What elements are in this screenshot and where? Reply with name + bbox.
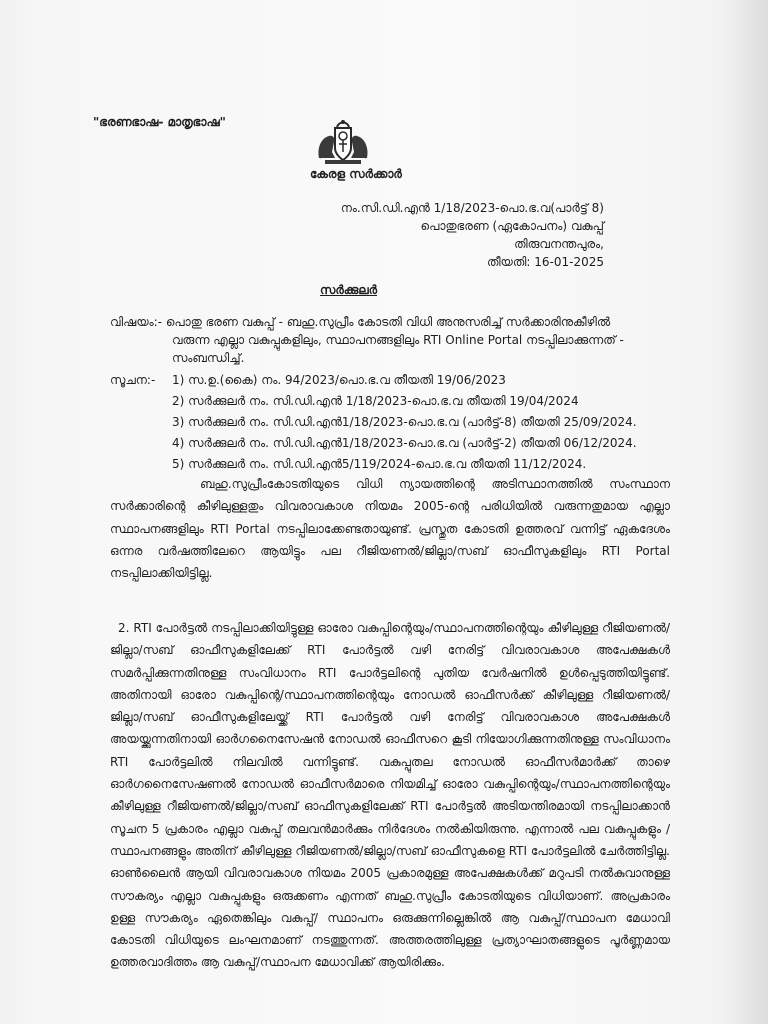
circular-title: സർക്കുലർ	[320, 283, 378, 297]
reference-item: 2) സർക്കുലർ നം. സി.ഡി.എൻ 1/18/2023-പൊ.ഭ.വ തീയതി 19/04/2024	[172, 394, 579, 408]
page-edge-shadow	[730, 0, 768, 1024]
reference-item: 5) സർക്കുലർ നം. സി.ഡി.എൻ5/119/2024-പൊ.ഭ.വ തീയതി 11/12/2024.	[172, 457, 587, 471]
reference-item: 4) സർക്കുലർ നം. സി.ഡി.എൻ1/18/2023-പൊ.ഭ.വ (പാർട്ട്-2) തീയതി 06/12/2024.	[172, 436, 637, 450]
document-date: തീയതി: 16-01-2025	[486, 255, 604, 269]
paragraph-1: ബഹു.സുപ്രീംകോടതിയുടെ വിധി ന്യായത്തിന്റെ അടിസ്ഥാനത്തിൽ സംസ്ഥാന സർക്കാരിന്റെ കീഴിലുള്ളതും വിവരാവകാശ നിയമം 2005-ന്റെ പരിധിയിൽ വരുന്നതുമായ എല്ലാ സ്ഥാപനങ്ങളിലും RTI Portal നടപ്പിലാക്കേണ്ടതായുണ്ട്. പ്രസ്തുത കോടതി ഉത്തരവ് വന്നിട്ട് ഏകദേശം ഒന്നര വർഷത്തിലേറെ ആയിട്ടും പല റീജിയണൽ/ജില്ലാ/സബ് ഓഫീസുകളിലും RTI Portal നടപ്പിലാക്കിയിട്ടില്ല.	[110, 477, 670, 581]
reference-item: 3) സർക്കുലർ നം. സി.ഡി.എൻ1/18/2023-പൊ.ഭ.വ (പാർട്ട്-8) തീയതി 25/09/2024.	[172, 415, 637, 429]
paragraph-2: 2. RTI പോർട്ടൽ നടപ്പിലാക്കിയിട്ടുള്ള ഓരോ വകുപ്പിന്റെയും/സ്ഥാപനത്തിന്റെയും കീഴിലുള്ള റീജിയണൽ/ജില്ലാ/സബ് ഓഫീസുകളിലേക്ക് RTI പോർട്ടൽ വഴി നേരിട്ട് വിവരാവകാശ അപേക്ഷകൾ സമർപ്പിക്കുന്നതിനുള്ള സംവിധാനം RTI പോർട്ടലിന്റെ പുതിയ വേർഷനിൽ ഉൾപ്പെടുത്തിയിട്ടുണ്ട്. അതിനായി ഓരോ വകുപ്പിന്റെ/സ്ഥാപനത്തിന്റെയും നോഡൽ ഓഫീസർക്ക് കീഴിലുള്ള റീജിയണൽ/ജില്ലാ/സബ് ഓഫീസുകളിലേയ്ക്ക് RTI പോർട്ടൽ വഴി നേരിട്ട് വിവരാവകാശ അപേക്ഷകൾ അയയ്ക്കുന്നതിനായി ഓർഗനൈസേഷൻ നോഡൽ ഓഫീസറെ കൂടി നിയോഗിക്കുന്നതിനുള്ള സംവിധാനം RTI പോർട്ടലിൽ നിലവിൽ വന്നിട്ടുണ്ട്. വകുപ്പുതല നോഡൽ ഓഫീസർമാർക്ക് താഴെ ഓർഗനൈസേഷണൽ നോഡൽ ഓഫീസർമാരെ നിയമിച്ച് ഓരോ വകുപ്പിന്റെയും/സ്ഥാപനത്തിന്റെയും കീഴിലുള്ള റീജിയണൽ/ജില്ലാ/സബ് ഓഫീസുകളിലേക്ക് RTI പോർട്ടൽ അടിയന്തിരമായി നടപ്പിലാക്കാൻ സൂചന 5 പ്രകാരം എല്ലാ വകുപ്പ് തലവൻമാർക്കും നിർദേശം നൽകിയിരുന്നു. എന്നാൽ പല വകുപ്പുകളും /സ്ഥാപനങ്ങളും അതിന് കീഴിലുള്ള റീജിയണൽ/ജില്ലാ/സബ് ഓഫീസുകളെ RTI പോർട്ടലിൽ ചേർത്തിട്ടില്ല. ഓൺലൈൻ ആയി വിവരാവകാശ നിയമം 2005 പ്രകാരമുള്ള അപേക്ഷകൾക്ക് മറുപടി നൽകുവാനുള്ള സൗകര്യം എല്ലാ വകുപ്പുകളും ഒരുക്കണം എന്നത് ബഹു.സുപ്രീം കോടതിയുടെ വിധിയാണ്. അപ്രകാരം ഉള്ള സൗകര്യം ഏതെങ്കിലും വകുപ്പ്/ സ്ഥാപനം ഒരുക്കുന്നില്ലെങ്കിൽ ആ വകുപ്പ്/സ്ഥാപന മേധാവി കോടതി വിധിയുടെ ലംഘനമാണ് നടത്തുന്നത്. അത്തരത്തിലുള്ള പ്രത്യാഘാതങ്ങളുടെ പൂർണ്ണമായ ഉത്തരവാദിത്തം ആ വകുപ്പ്/സ്ഥാപന മേധാവിക്ക് ആയിരിക്കും.	[110, 621, 670, 970]
department-name: പൊതുഭരണ (ഏകോപനം) വകുപ്പ്	[420, 219, 604, 233]
government-name: കേരള സർക്കാർ	[310, 167, 402, 181]
subject-line-1	[110, 314, 610, 330]
subject-text: പൊതു ഭരണ വകുപ്പ് - ബഹു.സുപ്രീം കോടതി വിധി അനുസരിച്ച് സർക്കാരിനുകീഴിൽ	[165, 315, 611, 329]
reference-item: 1) സ.ഉ.(കൈ) നം. 94/2023/പൊ.ഭ.വ തീയതി 19/06/2023	[172, 373, 506, 387]
slogan: "ഭരണഭാഷ- മാതൃഭാഷ"	[93, 115, 226, 129]
references-label: സൂചന:-	[110, 373, 156, 387]
subject-line-2: വരുന്ന എല്ലാ വകുപ്പുകളിലും, സ്ഥാപനങ്ങളിലും RTI Online Portal നടപ്പിലാക്കുന്നത് -	[172, 333, 624, 347]
place-name: തിരുവനന്തപുരം,	[514, 237, 604, 251]
kerala-emblem-icon	[315, 118, 371, 166]
subject-line-3: സംബന്ധിച്ച്.	[172, 351, 245, 365]
subject-label: വിഷയം:-	[110, 315, 162, 329]
reference-number: നം.സി.ഡി.എൻ 1/18/2023-പൊ.ഭ.വ(പാർട്ട് 8)	[340, 201, 604, 215]
